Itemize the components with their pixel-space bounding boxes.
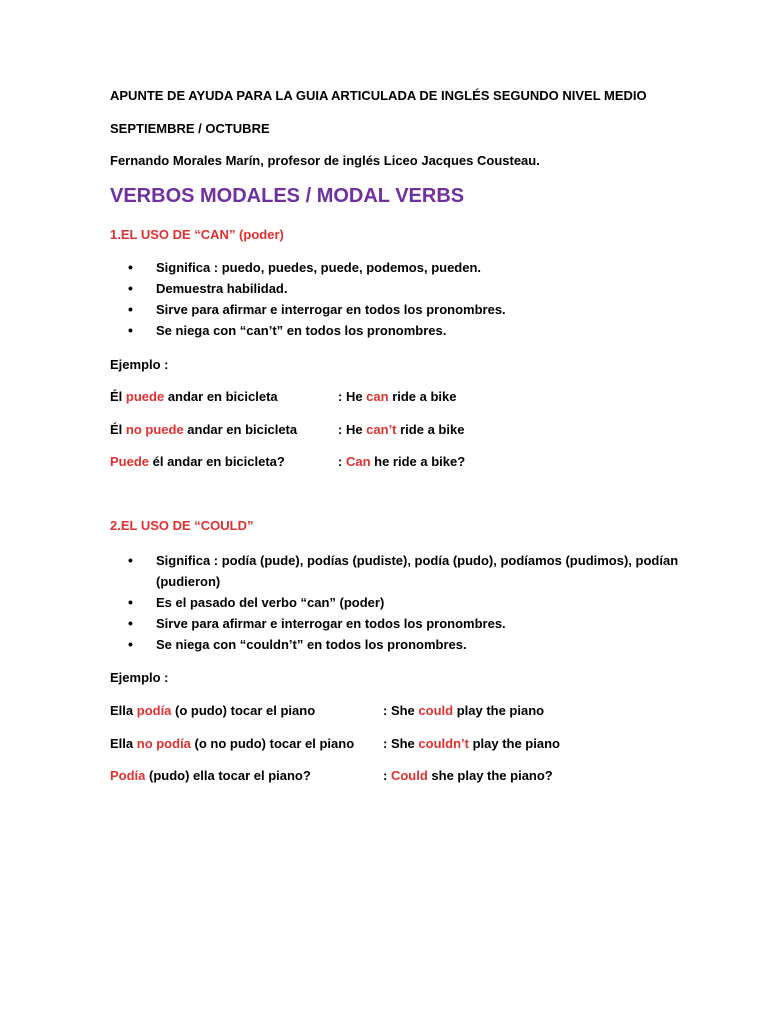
example-text: play the piano — [453, 703, 545, 718]
example-spanish — [110, 422, 297, 438]
example-label-can: Ejemplo : — [110, 357, 169, 372]
highlight-word: could — [418, 703, 454, 718]
example-text: : — [383, 768, 391, 783]
example-spanish — [110, 703, 315, 719]
example-text: : He — [338, 389, 367, 404]
example-spanish — [110, 389, 278, 405]
example-text: she play the piano? — [427, 768, 553, 783]
example-spanish — [110, 768, 311, 784]
header-line-title: APUNTE DE AYUDA PARA LA GUIA ARTICULADA DE INGLÉS SEGUNDO NIVEL MEDIO — [110, 88, 647, 103]
example-label-could: Ejemplo : — [110, 670, 169, 685]
highlight-word: Puede — [110, 454, 150, 469]
highlight-word: puede — [125, 389, 165, 404]
example-text: : He — [338, 422, 367, 437]
highlight-word: can’t — [366, 422, 397, 437]
example-english — [338, 389, 457, 405]
example-text: Ella — [110, 703, 137, 718]
highlight-word: no puede — [125, 422, 184, 437]
example-text: Él — [110, 422, 126, 437]
example-english — [383, 768, 553, 784]
section-heading-can: 1.EL USO DE “CAN” (poder) — [110, 227, 284, 242]
example-text: (o no pudo) tocar el piano — [190, 736, 355, 751]
example-spanish — [110, 454, 285, 470]
header-line-date: SEPTIEMBRE / OCTUBRE — [110, 121, 270, 136]
example-text: : She — [383, 703, 419, 718]
bullet-list-could — [128, 550, 688, 655]
bullet-item: • Significa : podía (pude), podías (pudiste), podía (pudo), podíamos (pudimos), podían (pudieron) — [128, 550, 688, 592]
section-heading-could: 2.EL USO DE “COULD” — [110, 518, 254, 533]
bullet-item: • Se niega con “can’t” en todos los pronombres. — [128, 320, 688, 341]
header-line-author: Fernando Morales Marín, profesor de inglés Liceo Jacques Cousteau. — [110, 153, 540, 168]
example-text: (pudo) ella tocar el piano? — [145, 768, 311, 783]
example-text: Ella — [110, 736, 137, 751]
example-text: él andar en bicicleta? — [149, 454, 285, 469]
bullet-item: • Demuestra habilidad. — [128, 278, 688, 299]
bullet-item: • Significa : puedo, puedes, puede, podemos, pueden. — [128, 257, 688, 278]
bullet-item: • Sirve para afirmar e interrogar en todos los pronombres. — [128, 299, 688, 320]
example-english — [383, 703, 544, 719]
example-text: ride a bike — [388, 389, 457, 404]
example-text: ride a bike — [396, 422, 465, 437]
bullet-item: • Sirve para afirmar e interrogar en todos los pronombres. — [128, 613, 688, 634]
example-text: he ride a bike? — [370, 454, 466, 469]
example-text: andar en bicicleta — [183, 422, 298, 437]
bullet-item: • Es el pasado del verbo “can” (poder) — [128, 592, 688, 613]
bullet-list-can — [128, 257, 688, 341]
highlight-word: couldn’t — [418, 736, 469, 751]
example-text: Él — [110, 389, 126, 404]
document-title: VERBOS MODALES / MODAL VERBS — [110, 185, 465, 207]
example-spanish — [110, 736, 354, 752]
example-english — [338, 422, 464, 438]
highlight-word: no podía — [136, 736, 191, 751]
example-text: : — [338, 454, 346, 469]
highlight-word: Podía — [110, 768, 146, 783]
example-english — [338, 454, 465, 470]
example-text: : She — [383, 736, 419, 751]
highlight-word: podía — [136, 703, 172, 718]
highlight-word: Can — [345, 454, 371, 469]
example-english — [383, 736, 560, 752]
example-text: (o pudo) tocar el piano — [171, 703, 316, 718]
highlight-word: Could — [390, 768, 428, 783]
bullet-item: • Se niega con “couldn’t” en todos los pronombres. — [128, 634, 688, 655]
example-text: play the piano — [468, 736, 560, 751]
example-text: andar en bicicleta — [164, 389, 278, 404]
highlight-word: can — [366, 389, 389, 404]
